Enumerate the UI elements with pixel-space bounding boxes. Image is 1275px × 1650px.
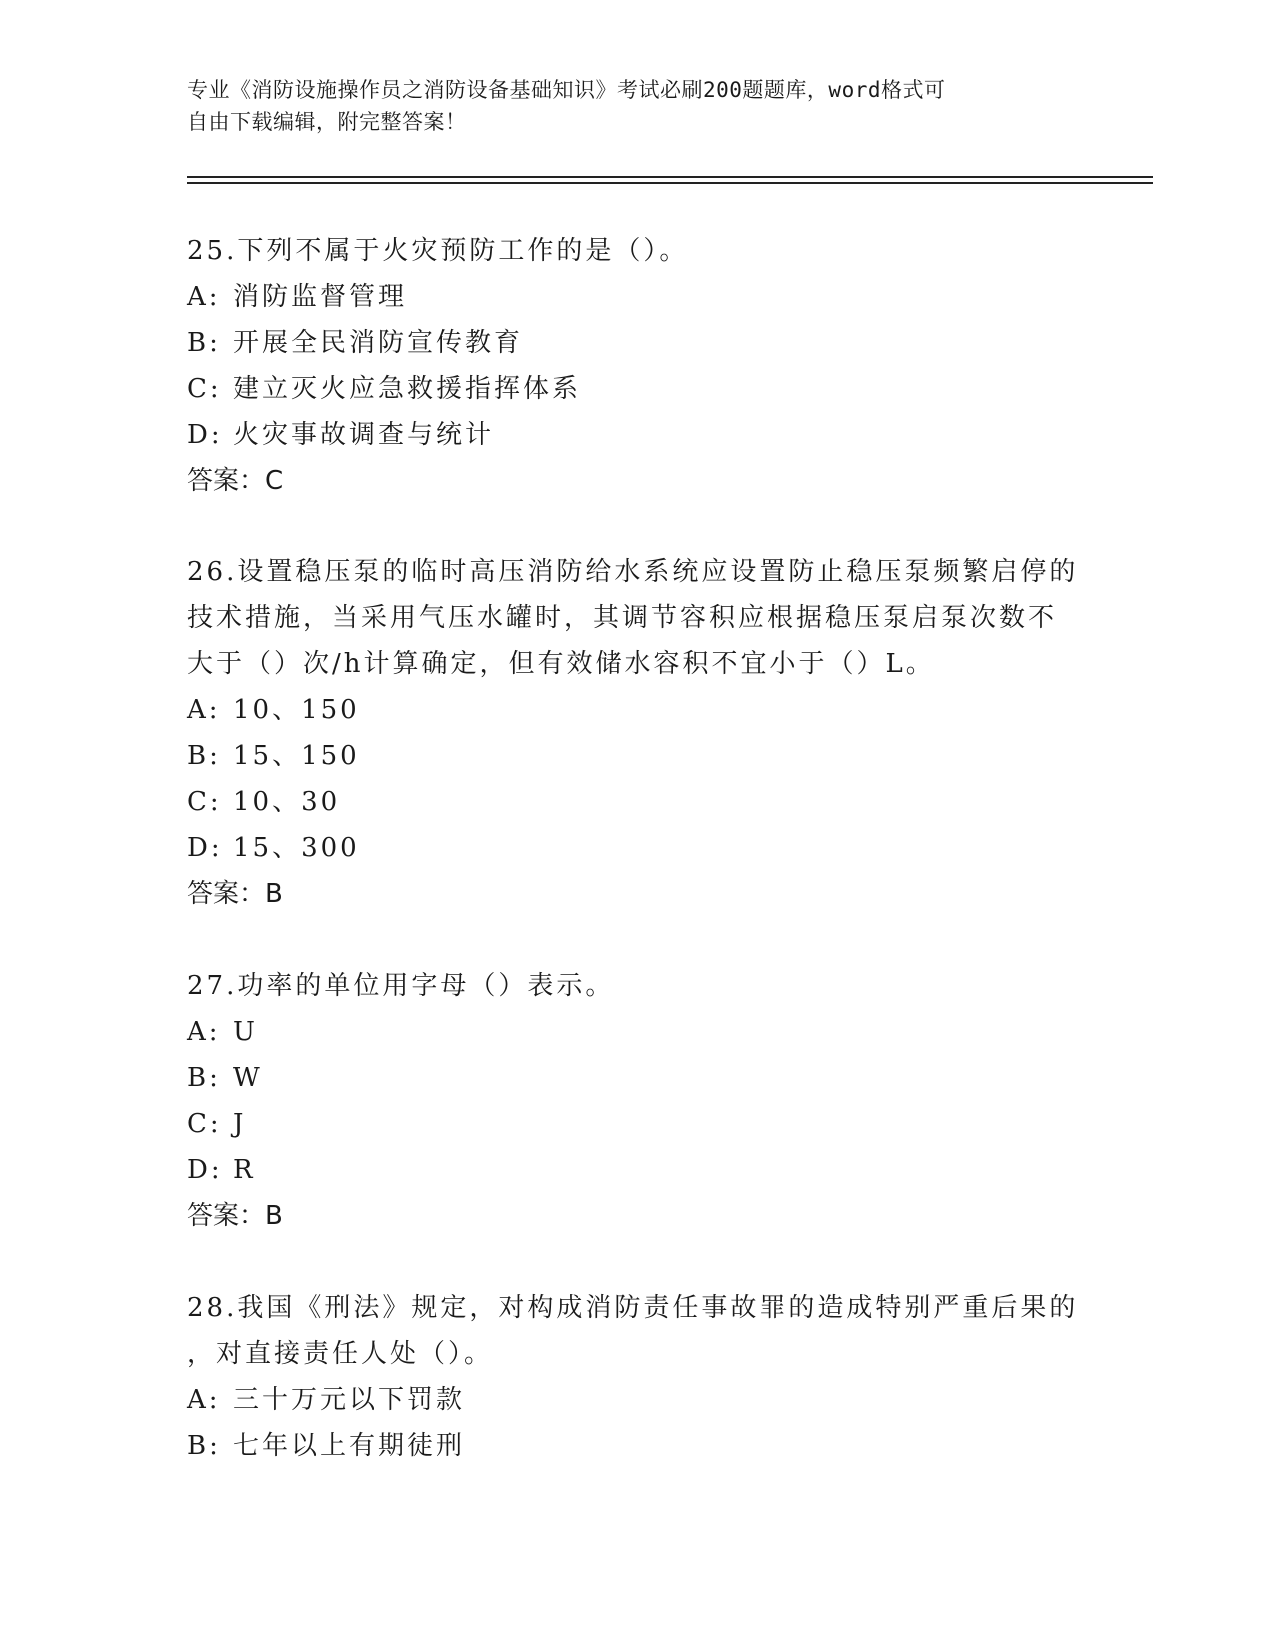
question-stem (187, 1285, 1087, 1377)
header-divider-bottom (187, 182, 1153, 184)
option-letter: A: (187, 1017, 221, 1047)
header-line-2: 自由下载编辑，附完整答案！ (187, 110, 467, 134)
option-c (187, 779, 1087, 825)
option-text: 15、150 (233, 741, 360, 771)
option-c (187, 1101, 1087, 1147)
option-letter: D: (187, 1155, 223, 1185)
option-text: W (233, 1063, 263, 1093)
option-d (187, 1147, 1087, 1193)
option-d (187, 412, 1087, 458)
option-text: J (233, 1109, 247, 1139)
option-letter: D: (187, 420, 223, 450)
option-letter: C: (187, 787, 222, 817)
question-26 (187, 549, 1087, 917)
stem-line: 28.我国《刑法》规定，对构成消防责任事故罪的造成特别严重后果的 (187, 1293, 1079, 1323)
header-line-1: 专业《消防设施操作员之消防设备基础知识》考试必刷200题题库，word格式可 (187, 78, 946, 102)
question-stem (187, 228, 1087, 274)
option-b (187, 733, 1087, 779)
option-letter: C: (187, 374, 222, 404)
option-c (187, 366, 1087, 412)
question-28 (187, 1285, 1087, 1469)
option-letter: B: (187, 741, 221, 771)
option-text: 三十万元以下罚款 (233, 1385, 466, 1415)
option-text: 七年以上有期徒刑 (233, 1431, 466, 1461)
answer-line: 答案：C (187, 466, 284, 496)
option-letter: A: (187, 282, 221, 312)
option-text: 建立灭火应急救援指挥体系 (233, 374, 582, 404)
option-letter: D: (187, 833, 223, 863)
header-divider-top (187, 176, 1153, 178)
option-b (187, 1055, 1087, 1101)
question-stem (187, 549, 1087, 687)
stem-line: ，对直接责任人处（）。 (187, 1339, 494, 1369)
option-a (187, 1009, 1087, 1055)
option-letter: A: (187, 695, 221, 725)
stem-line: 27.功率的单位用字母（）表示。 (187, 971, 615, 1001)
option-b (187, 320, 1087, 366)
option-letter: B: (187, 328, 221, 358)
option-text: R (233, 1155, 256, 1185)
option-text: 火灾事故调查与统计 (233, 420, 495, 450)
stem-line: 技术措施，当采用气压水罐时，其调节容积应根据稳压泵启泵次数不 (187, 603, 1058, 633)
option-a (187, 274, 1087, 320)
option-a (187, 1377, 1087, 1423)
option-text: 消防监督管理 (233, 282, 408, 312)
option-letter: A: (187, 1385, 221, 1415)
option-letter: B: (187, 1431, 221, 1461)
option-a (187, 687, 1087, 733)
document-header (187, 74, 1087, 138)
question-25 (187, 228, 1087, 504)
question-stem (187, 963, 1087, 1009)
option-text: 10、150 (233, 695, 360, 725)
answer-line: 答案：B (187, 879, 283, 909)
option-b (187, 1423, 1087, 1469)
option-text: U (233, 1017, 258, 1047)
stem-line: 25.下列不属于火灾预防工作的是（）。 (187, 236, 689, 266)
option-text: 开展全民消防宣传教育 (233, 328, 524, 358)
option-text: 15、300 (233, 833, 360, 863)
option-text: 10、30 (233, 787, 341, 817)
stem-line: 大于（）次/h计算确定，但有效储水容积不宜小于（）L。 (187, 649, 935, 679)
answer-line: 答案：B (187, 1201, 283, 1231)
stem-line: 26.设置稳压泵的临时高压消防给水系统应设置防止稳压泵频繁启停的 (187, 557, 1079, 587)
question-27 (187, 963, 1087, 1239)
option-letter: B: (187, 1063, 221, 1093)
option-letter: C: (187, 1109, 222, 1139)
option-d (187, 825, 1087, 871)
